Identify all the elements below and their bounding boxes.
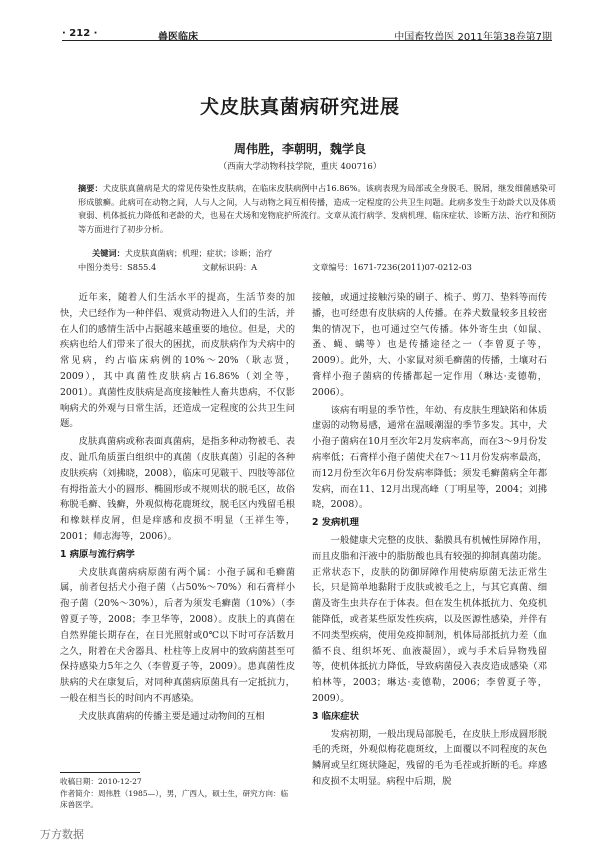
article-title: 犬皮肤真菌病研究进展 <box>199 96 400 118</box>
section-name: 兽医临床 <box>158 32 198 43</box>
page-number: · 212 · <box>62 28 98 39</box>
author-info: 作者简介：周伟胜（1985—），男，广西人，硕士生，研究方向：临床兽医学。 <box>60 788 289 809</box>
paragraph: 犬皮肤真菌病病原菌有两个属：小孢子属和毛癣菌属，前者包括犬小孢子菌（占50%～70%）和石膏样小孢子菌（20%～30%），后者为须发毛癣菌（10%）（李曾夏子等，2008；李卫华等，2008）。皮肤上的真菌在自然界能长期存在，在日光照射或0℃以下时可存活数月之久，附着在犬舍器具、杜柱等上皮屑中的致病菌甚至可保持感染力5年之久（李曾夏子等，2009）。患真菌性皮肤病的犬在康复后，对同种真菌病原菌具有一定抵抗力，一般在相当长的时间内不再感染。 <box>60 566 295 704</box>
paragraph: 近年来，随着人们生活水平的提高，生活节奏的加快，犬已经作为一种伴侣、观赏动物进入人们的生活，并在人们的感情生活中占据越来越重要的地位。但是，犬的疾病也给人们带来了很大的困扰，而皮肤病作为犬病中的常见病，约占临床病例的10%～20%（耿志贤，2009），其中真菌性皮肤病占16.86%（刘全等，2001）。真菌性皮肤病是高度接触性人畜共患病，不仅影响病犬的外观与日常生活，还造成一定程度的公共卫生问题。 <box>60 292 295 430</box>
left-column <box>60 290 295 727</box>
clc-number: 中图分类号：S855.4 <box>78 262 157 272</box>
paragraph: 该病有明显的季节性，年幼、有皮肤生理缺陷和体质虚弱的动物易感，通常在温暖潮湿的季节多发。其中，犬小孢子菌病在10月至次年2月发病率高，而在3～9月份发病率低；石膏样小孢子菌使犬在7～11月份发病率最高，而12月份至次年6月份发病率降低；须发毛癣菌病全年都发病，而在11、12月出现高峰（丁明星等，2004；刘拂晓，2008）。 <box>312 404 547 511</box>
keywords-label: 关键词： <box>92 248 125 258</box>
abstract-text: 犬皮肤真菌病是犬的常见传染性皮肤病，在临床皮肤病例中占16.86%。该病表现为局部或全身脱毛、脱屑，继发细菌感染可形成脓癣。此病可在动物之间，人与人之间，人与动物之间互相传播，造成一定程度的公共卫生问题。此病多发生于幼龄犬以及体质衰弱、机体抵抗力降低和老龄的犬，也易在犬场和宠物庇护所流行。文章从流行病学、发病机理、临床症状、诊断方法、治疗和预防等方面进行了初步分析。 <box>78 183 556 234</box>
paragraph: 发病初期，一般出现局部脱毛，在皮肤上形成圆形脱毛的秃斑，外观似梅花鹿斑纹，上面覆以不同程度的灰色鳞屑或呈红斑状隆起，残留的毛为毛茬或折断的毛。痒感和皮损不太明显。病程中后期，脱 <box>312 728 547 787</box>
affiliation: （西南大学动物科技学院，重庆 400716） <box>218 162 382 172</box>
document-code: 文献标识码：A <box>202 262 258 272</box>
paragraph: 犬皮肤真菌病的传播主要是通过动物间的互相 <box>78 710 265 722</box>
section-heading: 3 临床症状 <box>312 710 359 722</box>
abstract <box>78 182 556 236</box>
keywords-text: 犬皮肤真菌病；机理；症状；诊断；治疗 <box>124 248 273 258</box>
paragraph: 一般健康犬完整的皮肤、黏膜具有机械性屏障作用，而且皮脂和汗液中的脂肪酸也具有较强的抑制真菌功能。正常状态下，皮肤的防御屏障作用使病原菌无法正常生长，只是简单地黏附于皮肤或被毛之上，与其它真菌、细菌及寄生虫共存在于体表。但在发生机体抵抗力、免疫机能降低，或者某些原发性疾病，以及医源性感染，并伴有不同类型疾病，使用免疫抑制剂，机体局部抵抗力差（血循不良、组织坏死、血液凝固），或与手术后异物残留等，使机体抵抗力降低，导致病菌侵入表皮造成感染（邓柏林等，2003；琳达·麦德勒，2006；李曾夏子等，2009）。 <box>312 534 547 704</box>
footnote-rule <box>60 772 140 773</box>
header-rule <box>62 40 552 41</box>
section-heading: 1 病原与流行病学 <box>60 548 135 560</box>
paragraph: 皮肤真菌病或称表面真菌病，是指多种动物被毛、表皮、趾爪角质蛋白组织中的真菌（皮肤真菌）引起的各种皮肤疾病（刘拂晓，2008），临床可见皲干、四肢等部位有拇指盖大小的圆形、椭圆形或不规则状的脱毛区，故俗称脱毛癣、钱癣，外观似梅花鹿斑纹，脱毛区内残留毛根和橡麸样皮屑，但是痒感和皮损不明显（王祥生等，2001；师志海等，2006）。 <box>60 436 295 542</box>
paragraph: 接触，或通过接触污染的刷子、梳子、剪刀、垫料等而传播，也可经患有皮肤病的人传播。在养犬数量较多且较密集的情况下，也可通过空气传播。体外寄生虫（如鼠、蚤、蝇、螨等）也是传播途径之一（李曾夏子等，2009）。此外，大、小家鼠对须毛癣菌的传播，土壤对石膏样小孢子菌病的传播都起一定作用（琳达·麦德勒，2006）。 <box>312 292 547 398</box>
journal-info: 中国畜牧兽医 2011年第38卷第7期 <box>394 32 552 43</box>
received-date: 收稿日期：2010-12-27 <box>60 777 142 786</box>
keywords <box>92 248 272 259</box>
section-heading: 2 发病机理 <box>312 517 359 529</box>
footnote <box>60 776 295 811</box>
watermark: 万方数据 <box>40 828 84 841</box>
right-column <box>312 290 547 792</box>
article-number: 文章编号：1671-7236(2011)07-0212-03 <box>312 262 472 272</box>
running-header <box>62 22 552 42</box>
abstract-label: 摘要： <box>78 183 103 193</box>
authors: 周伟胜，李朝明，魏学良 <box>233 142 366 156</box>
